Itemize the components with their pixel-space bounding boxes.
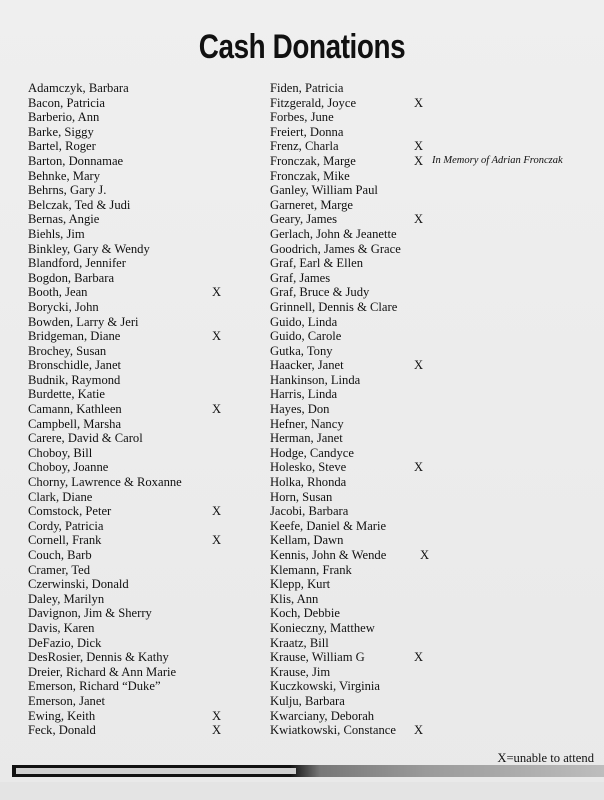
unable-to-attend-mark: X [420, 548, 430, 562]
donor-name: Adamczyk, Barbara [28, 81, 129, 95]
donor-row [270, 242, 604, 257]
donor-name: Davis, Karen [28, 620, 95, 635]
donor-row [28, 460, 268, 475]
donor-name: Forbes, June [270, 110, 334, 125]
unable-to-attend-mark: X [414, 723, 424, 738]
donor-name: Holka, Rhonda [270, 475, 347, 490]
donor-name: Harris, Linda [270, 387, 338, 402]
memorial-note: In Memory of Adrian Fronczak [432, 154, 563, 166]
donor-name: Hankinson, Linda [270, 372, 361, 387]
donor-name: Grinnell, Dennis & Clare [270, 299, 398, 314]
donor-name: Barberio, Ann [28, 110, 100, 125]
donor-row [270, 300, 604, 315]
unable-to-attend-mark: X [414, 460, 424, 475]
donor-name: Barton, Donnamae [28, 153, 124, 168]
donor-name: Klis, Ann [270, 591, 319, 606]
donor-name: Barke, Siggy [28, 124, 94, 139]
donor-name: Comstock, Peter [28, 504, 112, 519]
donor-name: Fronczak, Marge [270, 153, 356, 168]
donor-name: Graf, Bruce & Judy [270, 285, 370, 300]
donor-row [270, 125, 604, 140]
donor-row [28, 387, 268, 402]
donor-name: Fronczak, Mike [270, 168, 350, 183]
donor-name: Garneret, Marge [270, 197, 353, 212]
donor-name: Feck, Donald [28, 723, 96, 738]
donor-row [28, 402, 268, 417]
donor-name: Goodrich, James & Grace [270, 241, 401, 256]
donor-row [270, 679, 604, 694]
donor-name: Hefner, Nancy [270, 416, 344, 431]
donor-name: Borycki, John [28, 299, 99, 314]
donor-row [270, 183, 604, 198]
donor-row [28, 227, 268, 242]
unable-to-attend-mark: X [414, 650, 424, 665]
donor-name: Bridgeman, Diane [28, 329, 121, 344]
donor-name: Brochey, Susan [28, 343, 107, 358]
unable-to-attend-mark: X [414, 212, 424, 227]
donor-row [28, 621, 268, 636]
donor-name: Bowden, Larry & Jeri [28, 314, 139, 329]
donor-name: Cornell, Frank [28, 533, 102, 548]
donor-row [270, 563, 604, 578]
donor-row [28, 446, 268, 461]
donor-list-right [270, 81, 604, 738]
donor-name: Gutka, Tony [270, 343, 333, 358]
donor-name: Ganley, William Paul [270, 183, 378, 198]
donor-row [270, 81, 604, 96]
donor-name: Behrns, Gary J. [28, 183, 107, 198]
donor-name: Krause, Jim [270, 664, 331, 679]
donor-row [270, 475, 604, 490]
donor-row [28, 723, 268, 738]
donor-row [270, 373, 604, 388]
donor-row [28, 519, 268, 534]
donor-row [270, 694, 604, 709]
donor-name: Horn, Susan [270, 489, 333, 504]
donor-name: Jacobi, Barbara [270, 504, 349, 519]
donor-list-left [28, 81, 268, 738]
donor-name: Daley, Marilyn [28, 591, 105, 606]
donor-name: Graf, James [270, 270, 331, 285]
donor-row [28, 96, 268, 111]
donor-name: Fiden, Patricia [270, 81, 344, 95]
donor-name: Camann, Kathleen [28, 402, 122, 417]
donor-name: Graf, Earl & Ellen [270, 256, 364, 271]
donor-row [28, 285, 268, 300]
unable-to-attend-mark: X [212, 504, 222, 519]
donor-name: Emerson, Janet [28, 693, 105, 708]
donor-row [270, 387, 604, 402]
donor-name: Haacker, Janet [270, 358, 344, 373]
donor-name: Guido, Carole [270, 329, 342, 344]
donor-name: Choboy, Bill [28, 445, 93, 460]
donor-name: Klepp, Kurt [270, 577, 331, 592]
donor-name: Dreier, Richard & Ann Marie [28, 664, 177, 679]
donor-row [28, 533, 268, 548]
donor-row [270, 358, 604, 373]
donor-name: Carere, David & Carol [28, 431, 143, 446]
donor-row [28, 548, 268, 563]
unable-to-attend-mark: X [212, 708, 222, 723]
donor-row [28, 373, 268, 388]
donor-row [270, 154, 604, 169]
donor-row [28, 650, 268, 665]
donor-row [28, 431, 268, 446]
donor-row [270, 723, 604, 738]
donor-row [28, 694, 268, 709]
donor-name: Kuczkowski, Virginia [270, 679, 381, 694]
donor-name: Ewing, Keith [28, 708, 96, 723]
donor-name: Kulju, Barbara [270, 693, 345, 708]
donor-name: Campbell, Marsha [28, 416, 122, 431]
donor-row [28, 110, 268, 125]
donor-name: Bartel, Roger [28, 139, 96, 154]
donor-name: Couch, Barb [28, 548, 92, 562]
donor-name: DesRosier, Dennis & Kathy [28, 650, 169, 665]
donor-row [270, 139, 604, 154]
donor-row [28, 563, 268, 578]
donor-row [270, 271, 604, 286]
donor-row [270, 621, 604, 636]
donor-row [270, 315, 604, 330]
donor-name: Holesko, Steve [270, 460, 347, 475]
donor-row [270, 577, 604, 592]
donor-row [28, 606, 268, 621]
footer-strip [0, 782, 604, 800]
unable-to-attend-mark: X [212, 285, 222, 300]
donor-row [270, 665, 604, 680]
unable-to-attend-mark: X [212, 533, 222, 548]
donor-name: Bronschidle, Janet [28, 358, 122, 373]
footer-bar [12, 765, 604, 777]
donor-row [28, 577, 268, 592]
donor-name: Guido, Linda [270, 314, 338, 329]
donor-row [270, 431, 604, 446]
donor-row [28, 358, 268, 373]
unable-to-attend-mark: X [414, 95, 424, 110]
donor-row [270, 285, 604, 300]
donor-row [28, 665, 268, 680]
donor-name: Bogdon, Barbara [28, 270, 115, 285]
donor-row [270, 709, 604, 724]
page-title: Cash Donations [198, 28, 406, 66]
donor-row [270, 650, 604, 665]
donor-name: Bacon, Patricia [28, 95, 105, 110]
donor-name: Behnke, Mary [28, 168, 101, 183]
donor-name: Booth, Jean [28, 285, 88, 300]
donor-row [270, 256, 604, 271]
donor-name: Budnik, Raymond [28, 372, 121, 387]
donor-name: Konieczny, Matthew [270, 620, 375, 635]
donor-name: Davignon, Jim & Sherry [28, 606, 152, 621]
donor-name: Kennis, John & Wende [270, 548, 387, 562]
donor-row [270, 417, 604, 432]
donor-row [270, 402, 604, 417]
donor-row [270, 169, 604, 184]
donor-row [28, 490, 268, 505]
donor-row [28, 592, 268, 607]
donor-row [28, 139, 268, 154]
donor-name: Gerlach, John & Jeanette [270, 226, 397, 241]
donor-row [28, 242, 268, 257]
donor-row [270, 636, 604, 651]
donor-row [270, 96, 604, 111]
donor-name: Biehls, Jim [28, 226, 85, 241]
donor-name: Freiert, Donna [270, 124, 344, 139]
donor-name: Kwiatkowski, Constance [270, 723, 396, 738]
donor-name: Chorny, Lawrence & Roxanne [28, 475, 182, 490]
donor-row [28, 636, 268, 651]
donor-row [28, 154, 268, 169]
unable-to-attend-mark: X [212, 329, 222, 344]
donor-name: Geary, James [270, 212, 338, 227]
donor-name: Bernas, Angie [28, 212, 100, 227]
donor-row [270, 490, 604, 505]
donor-row [270, 460, 604, 475]
donor-row [28, 315, 268, 330]
donor-name: Koch, Debbie [270, 606, 340, 621]
donor-row [270, 519, 604, 534]
donor-row [270, 110, 604, 125]
donor-row [28, 417, 268, 432]
donor-name: Cramer, Ted [28, 562, 91, 577]
donor-row [28, 300, 268, 315]
unable-to-attend-mark: X [212, 402, 222, 417]
donor-name: Kwarciany, Deborah [270, 708, 375, 723]
donor-name: Cordy, Patricia [28, 518, 104, 533]
donor-row [28, 256, 268, 271]
legend-text: X=unable to attend [497, 751, 594, 765]
donor-row [270, 446, 604, 461]
footer-bar-highlight [16, 768, 296, 774]
unable-to-attend-mark: X [414, 358, 424, 373]
donor-row [28, 198, 268, 213]
donor-name: Czerwinski, Donald [28, 577, 129, 592]
donor-name: Keefe, Daniel & Marie [270, 518, 387, 533]
donor-row [270, 504, 604, 519]
donor-row [28, 271, 268, 286]
donor-row [270, 606, 604, 621]
unable-to-attend-mark: X [414, 153, 424, 168]
donor-name: Burdette, Katie [28, 387, 105, 402]
donor-name: Herman, Janet [270, 431, 343, 446]
donor-name: Hodge, Candyce [270, 445, 354, 460]
donor-row [270, 227, 604, 242]
donor-row [28, 679, 268, 694]
donor-row [270, 533, 604, 548]
donor-row [28, 125, 268, 140]
donor-row [270, 198, 604, 213]
donor-name: Fitzgerald, Joyce [270, 95, 357, 110]
donor-name: Clark, Diane [28, 489, 93, 504]
donor-row [270, 329, 604, 344]
donor-row [270, 344, 604, 359]
donor-row [270, 212, 604, 227]
unable-to-attend-mark: X [414, 139, 424, 154]
donor-name: DeFazio, Dick [28, 635, 102, 650]
donor-row [28, 344, 268, 359]
donor-name: Choboy, Joanne [28, 460, 109, 475]
donor-row [270, 592, 604, 607]
donor-row [28, 475, 268, 490]
unable-to-attend-mark: X [212, 723, 222, 738]
donor-name: Belczak, Ted & Judi [28, 197, 131, 212]
donor-name: Krause, William G [270, 650, 365, 665]
donor-row [28, 81, 268, 96]
donor-name: Hayes, Don [270, 402, 330, 417]
donor-name: Kraatz, Bill [270, 635, 329, 650]
donor-row [270, 548, 604, 563]
donor-name: Klemann, Frank [270, 562, 352, 577]
donor-row [28, 504, 268, 519]
donor-name: Binkley, Gary & Wendy [28, 241, 150, 256]
donor-row [28, 709, 268, 724]
donor-name: Frenz, Charla [270, 139, 339, 154]
donor-row [28, 212, 268, 227]
donor-name: Blandford, Jennifer [28, 256, 126, 271]
donor-row [28, 183, 268, 198]
donor-row [28, 169, 268, 184]
donor-name: Emerson, Richard “Duke” [28, 679, 161, 694]
donor-name: Kellam, Dawn [270, 533, 344, 548]
donor-row [28, 329, 268, 344]
